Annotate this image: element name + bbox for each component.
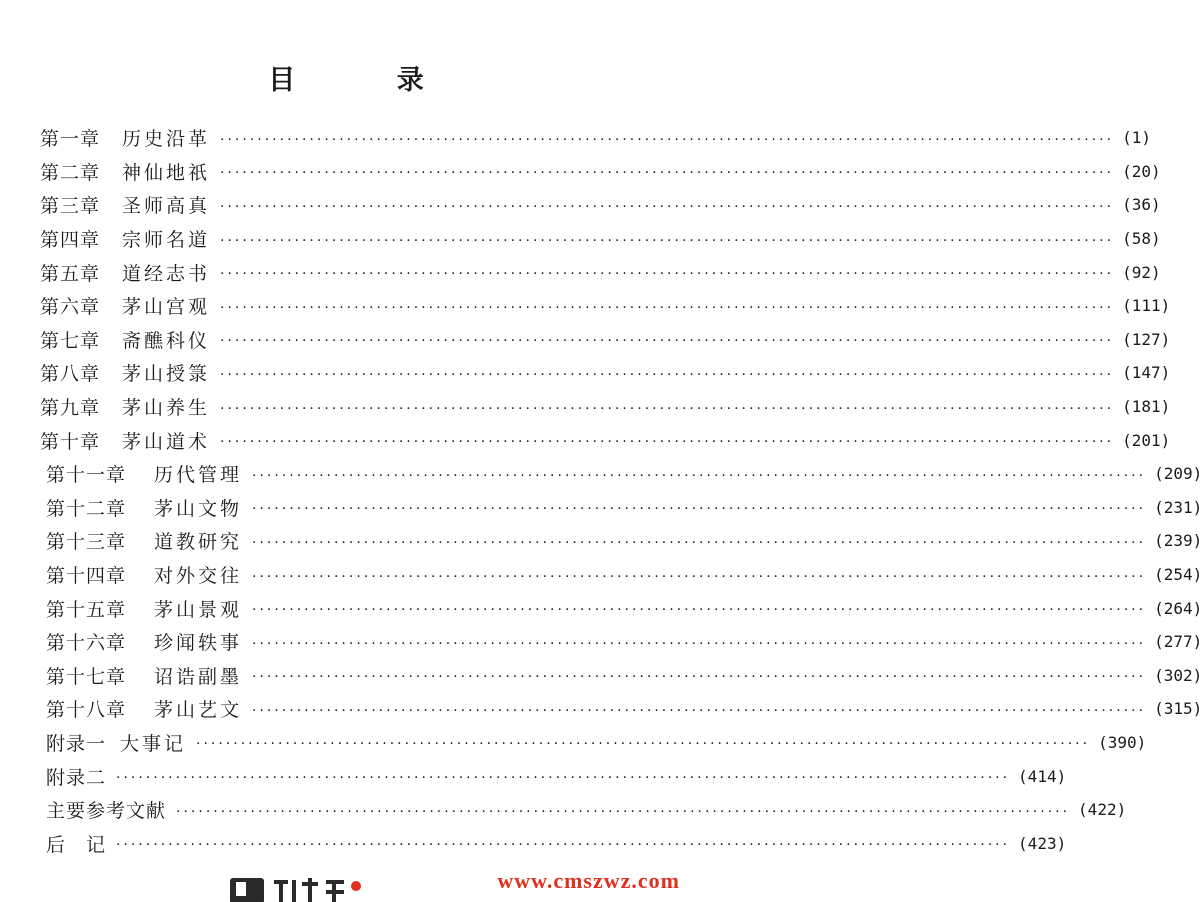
publisher-logo-icon: [222, 872, 372, 902]
toc-chapter: 第十六章: [46, 632, 127, 655]
toc-title: 道经志书: [122, 262, 211, 285]
toc-page: (1): [1122, 128, 1151, 148]
toc-entry[interactable]: [0, 659, 1202, 693]
toc-entry[interactable]: [0, 793, 1127, 827]
toc-chapter: 第六章: [40, 296, 101, 319]
toc-page: (277): [1154, 632, 1202, 652]
toc-page: (111): [1122, 296, 1171, 316]
leader-dots: ························································································································: [252, 669, 1147, 686]
toc-entry[interactable]: [0, 255, 1161, 289]
toc-title: 茅山道术: [122, 430, 211, 453]
toc-page: (147): [1122, 363, 1171, 383]
toc-entry[interactable]: [0, 491, 1202, 525]
leader-dots: ························································································································: [116, 770, 1011, 787]
toc-page: (423): [1018, 833, 1067, 853]
toc-title: 茅山艺文: [154, 699, 243, 722]
leader-dots: ························································································································: [220, 198, 1115, 215]
leader-dots: ························································································································: [176, 803, 1071, 820]
toc-chapter: 第二章: [40, 161, 101, 184]
toc-title: 诏诰副墨: [154, 665, 243, 688]
leader-dots: ························································································································: [252, 467, 1147, 484]
toc-entry[interactable]: [0, 692, 1202, 726]
toc-chapter: 第一章: [40, 128, 101, 151]
toc-entry[interactable]: [0, 591, 1202, 625]
toc-title: 道教研究: [154, 531, 243, 554]
toc-title: 茅山宫观: [122, 296, 211, 319]
toc-chapter: 第十章: [40, 430, 101, 453]
toc-title: 斋醮科仪: [122, 329, 211, 352]
leader-dots: ························································································································: [220, 366, 1115, 383]
toc-chapter: 第八章: [40, 363, 101, 386]
leader-dots: ························································································································: [220, 266, 1115, 283]
toc-entry[interactable]: [0, 356, 1171, 390]
toc-entry[interactable]: [0, 558, 1202, 592]
page-title: 目 录: [268, 65, 470, 96]
toc-entry[interactable]: [0, 188, 1161, 222]
toc-chapter: 第三章: [40, 195, 101, 218]
toc-chapter: 后 记: [46, 833, 107, 856]
toc-page: (209): [1154, 464, 1202, 484]
toc-page: (254): [1154, 565, 1202, 585]
toc-chapter: 第十三章: [46, 531, 127, 554]
leader-dots: ························································································································: [220, 400, 1115, 417]
toc-title: 圣师高真: [122, 195, 211, 218]
toc-entry[interactable]: [0, 390, 1171, 424]
toc-chapter: 主要参考文献: [46, 800, 167, 823]
toc-page: (181): [1122, 397, 1171, 417]
toc-page: (302): [1154, 665, 1202, 685]
toc-entry[interactable]: [0, 121, 1151, 155]
toc-chapter: 第九章: [40, 397, 101, 420]
toc-page: (201): [1122, 430, 1171, 450]
toc-entry[interactable]: [0, 759, 1067, 793]
toc-entry[interactable]: [0, 457, 1202, 491]
toc-title: 宗师名道: [122, 229, 211, 252]
toc-page: (264): [1154, 598, 1202, 618]
leader-dots: ························································································································: [220, 333, 1115, 350]
leader-dots: ························································································································: [220, 165, 1115, 182]
toc-entry[interactable]: [0, 423, 1171, 457]
toc-entry[interactable]: [0, 726, 1147, 760]
toc-title: 大事记: [120, 732, 187, 755]
toc-chapter: 第十一章: [46, 464, 127, 487]
toc-title: 历史沿革: [122, 128, 211, 151]
toc-page: (58): [1122, 229, 1161, 249]
toc-title: 茅山景观: [154, 598, 243, 621]
leader-dots: ························································································································: [220, 131, 1115, 148]
toc-entry[interactable]: [0, 524, 1202, 558]
toc-title: 珍闻轶事: [154, 632, 243, 655]
toc-page: (414): [1018, 766, 1067, 786]
toc-page: (36): [1122, 195, 1161, 215]
toc-entry[interactable]: [0, 826, 1067, 860]
toc-chapter: 第十八章: [46, 699, 127, 722]
toc-entry[interactable]: [0, 625, 1202, 659]
toc-chapter: 第十七章: [46, 665, 127, 688]
toc-entry[interactable]: [0, 289, 1171, 323]
toc-entry[interactable]: [0, 222, 1161, 256]
leader-dots: ························································································································: [252, 635, 1147, 652]
toc-chapter: 附录一: [46, 732, 107, 755]
toc-title: 神仙地祇: [122, 161, 211, 184]
toc-chapter: 第十五章: [46, 598, 127, 621]
toc-title: 对外交往: [154, 565, 243, 588]
toc-title: 茅山文物: [154, 497, 243, 520]
leader-dots: ························································································································: [252, 534, 1147, 551]
leader-dots: ························································································································: [116, 837, 1011, 854]
toc-title: 茅山授箓: [122, 363, 211, 386]
toc-title: 历代管理: [154, 464, 243, 487]
toc-page: (20): [1122, 161, 1161, 181]
toc-entry[interactable]: [0, 323, 1171, 357]
leader-dots: ························································································································: [252, 501, 1147, 518]
toc-chapter: 第四章: [40, 229, 101, 252]
toc-page: (390): [1098, 732, 1147, 752]
toc-chapter: 第十二章: [46, 497, 127, 520]
toc-chapter: 第十四章: [46, 565, 127, 588]
leader-dots: ························································································································: [220, 232, 1115, 249]
toc-page: (231): [1154, 497, 1202, 517]
leader-dots: ························································································································: [220, 434, 1115, 451]
leader-dots: ························································································································: [252, 568, 1147, 585]
table-of-contents: [0, 121, 1202, 860]
toc-chapter: 附录二: [46, 766, 107, 789]
toc-chapter: 第七章: [40, 329, 101, 352]
leader-dots: ························································································································: [220, 299, 1115, 316]
toc-entry[interactable]: [0, 155, 1161, 189]
toc-page: (127): [1122, 329, 1171, 349]
toc-page: (92): [1122, 262, 1161, 282]
leader-dots: ························································································································: [196, 736, 1091, 753]
leader-dots: ························································································································: [252, 602, 1147, 619]
toc-page: (239): [1154, 531, 1202, 551]
toc-page: (422): [1078, 800, 1127, 820]
toc-page: (315): [1154, 699, 1202, 719]
toc-chapter: 第五章: [40, 262, 101, 285]
watermark: www.cmszwz.com: [497, 868, 680, 893]
toc-title: 茅山养生: [122, 397, 211, 420]
leader-dots: ························································································································: [252, 702, 1147, 719]
